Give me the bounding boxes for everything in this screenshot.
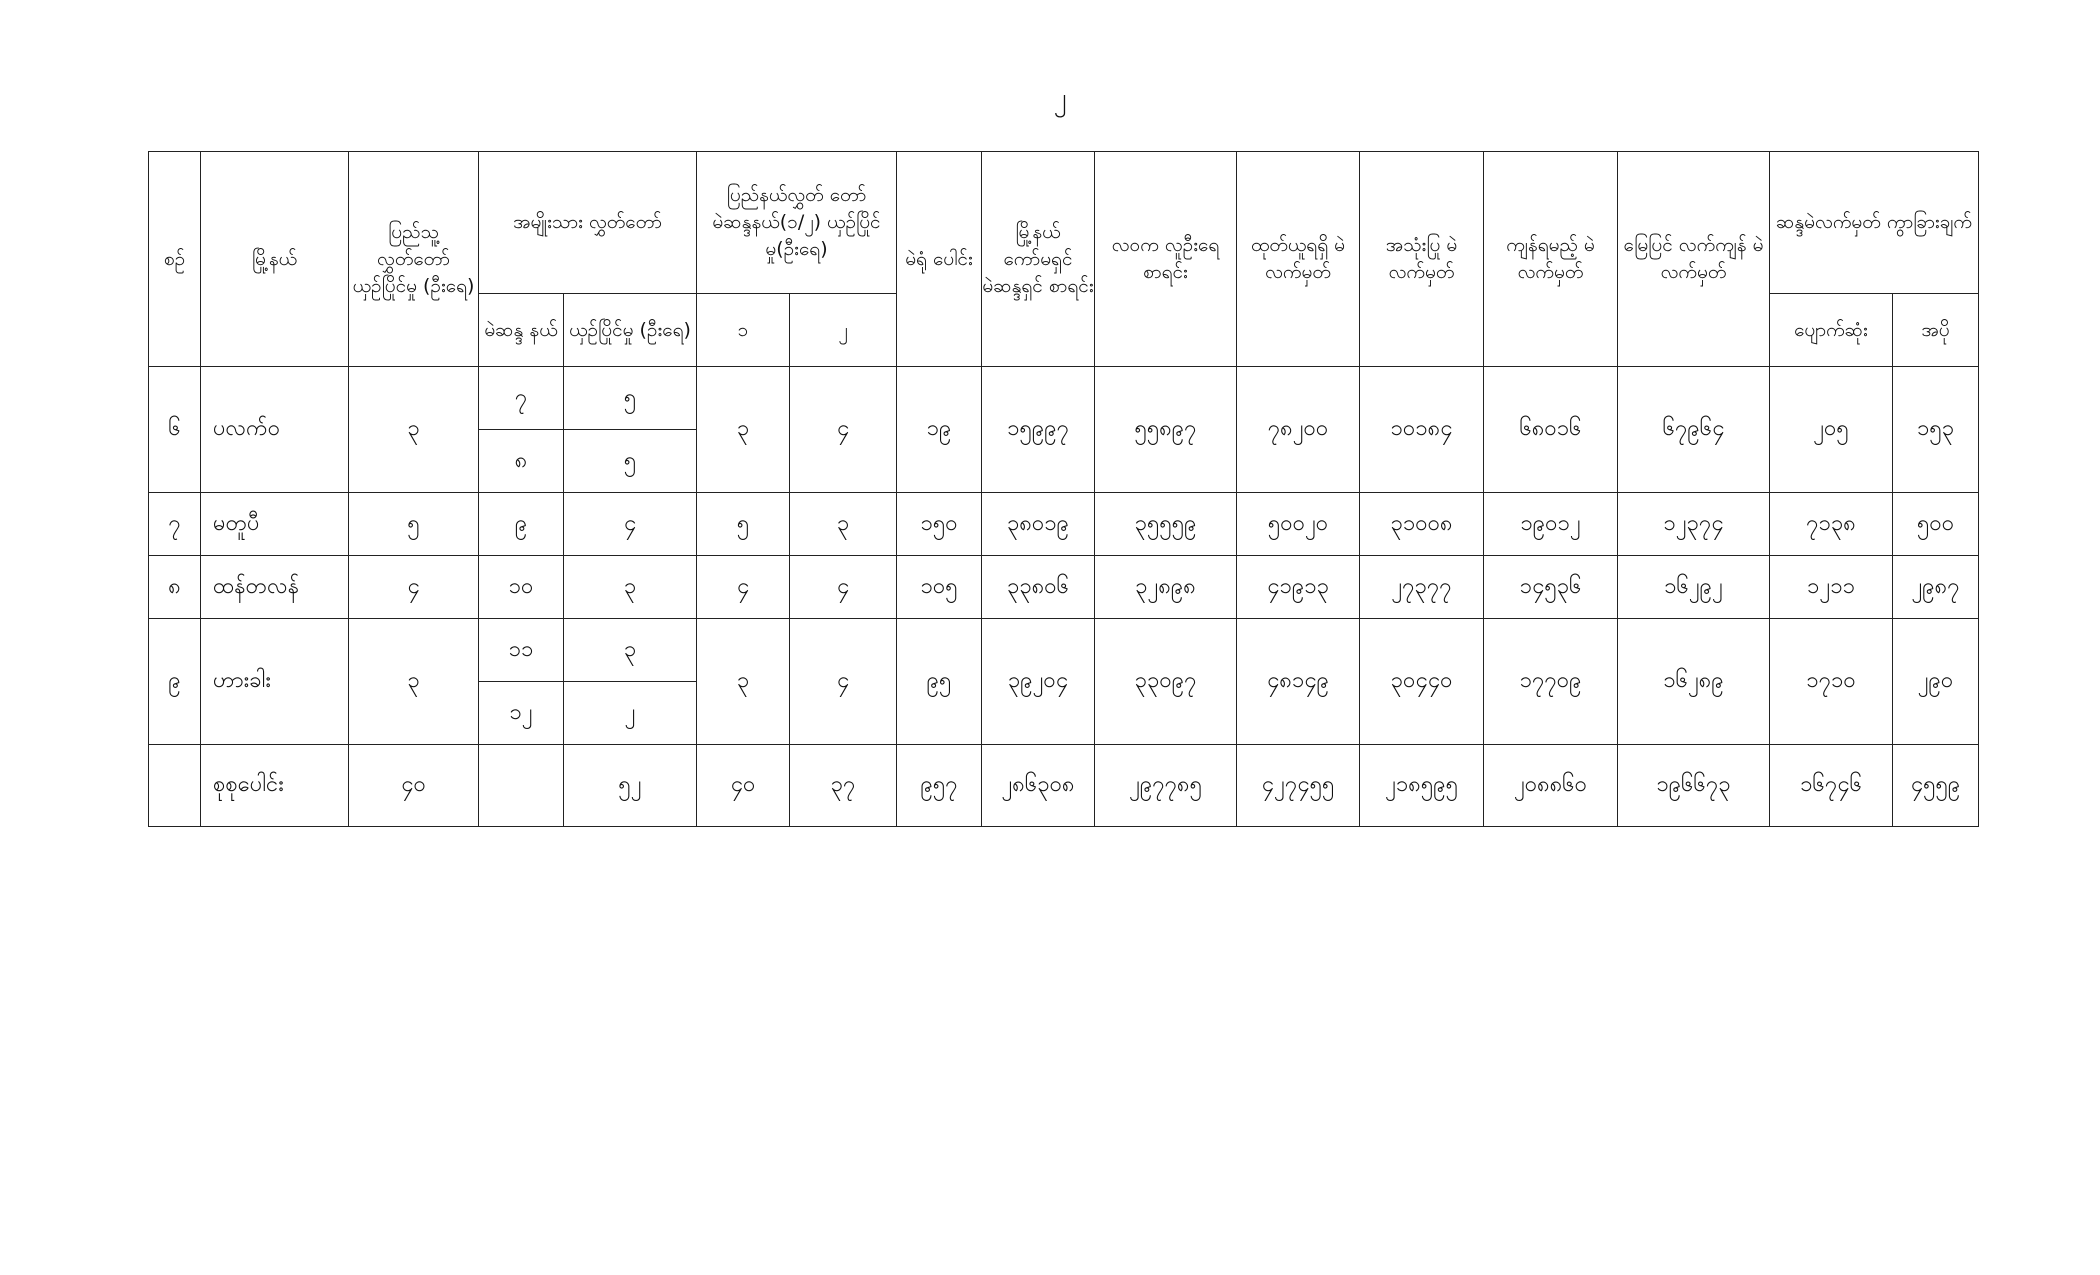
table-row <box>149 367 1979 430</box>
cell-voter-list: ၁၅၉၉၇ <box>982 367 1095 493</box>
cell-population-list: ၃၅၅၅၉ <box>1095 493 1237 556</box>
table-row <box>149 493 1979 556</box>
cell-region-1: ၃ <box>697 367 790 493</box>
cell-amyotha-candidates: ၅ <box>564 367 697 430</box>
cell-actual-remaining: ၁၆၂၉၂ <box>1618 556 1770 619</box>
header-amyotha-constituency: မဲဆန္ဒ နယ် <box>479 294 564 367</box>
cell-actual-remaining: ၁၆၂၈၉ <box>1618 619 1770 745</box>
header-used-ballots: အသုံးပြု မဲလက်မှတ် <box>1360 152 1484 367</box>
cell-diff-extra: ၂၉၈၇ <box>1893 556 1979 619</box>
cell-stations: ၁၉ <box>897 367 982 493</box>
cell-used-ballots: ၃၀၄၄၀ <box>1360 619 1484 745</box>
cell-amyotha-candidates: ၄ <box>564 493 697 556</box>
cell-remaining-ballots: ၆၈၀၁၆ <box>1484 367 1618 493</box>
cell-amyotha-constituency: ၇ <box>479 367 564 430</box>
cell-pyithu: ၃ <box>349 367 479 493</box>
cell-issued-ballots: ၄၈၁၄၉ <box>1237 619 1360 745</box>
cell-amyotha-candidates: ၅ <box>564 430 697 493</box>
total-issued-ballots: ၄၂၇၄၅၅ <box>1237 745 1360 827</box>
total-voter-list: ၂၈၆၃၀၈ <box>982 745 1095 827</box>
cell-no <box>149 745 201 827</box>
cell-region-1: ၄ <box>697 556 790 619</box>
cell-actual-remaining: ၆၇၉၆၄ <box>1618 367 1770 493</box>
header-commission-voter-list: မြို့နယ် ကော်မရှင် မဲဆန္ဒရှင် စာရင်း <box>982 152 1095 367</box>
cell-amyotha-constituency: ၁၀ <box>479 556 564 619</box>
cell-township: မတူပီ <box>201 493 349 556</box>
cell-diff-lost: ၁၇၁၀ <box>1770 619 1893 745</box>
header-ballot-difference: ဆန္ဒမဲလက်မှတ် ကွာခြားချက် <box>1770 152 1979 294</box>
cell-diff-extra: ၁၅၃ <box>1893 367 1979 493</box>
cell-used-ballots: ၂၇၃၇၇ <box>1360 556 1484 619</box>
cell-stations: ၁၀၅ <box>897 556 982 619</box>
cell-population-list: ၅၅၈၉၇ <box>1095 367 1237 493</box>
total-row <box>149 745 1979 827</box>
header-amyotha-candidates: ယှဉ်ပြိုင်မှု (ဦးရေ) <box>564 294 697 367</box>
cell-amyotha-candidates: ၂ <box>564 682 697 745</box>
cell-issued-ballots: ၄၁၉၁၃ <box>1237 556 1360 619</box>
cell-diff-lost: ၇၁၃၈ <box>1770 493 1893 556</box>
table-row <box>149 619 1979 682</box>
cell-voter-list: ၃၉၂၀၄ <box>982 619 1095 745</box>
cell-remaining-ballots: ၁၉၀၁၂ <box>1484 493 1618 556</box>
cell-diff-lost: ၂၀၅ <box>1770 367 1893 493</box>
total-amyotha-constituency <box>479 745 564 827</box>
cell-no: ၈ <box>149 556 201 619</box>
total-label: စုစုပေါင်း <box>201 745 349 827</box>
cell-voter-list: ၃၃၈၀၆ <box>982 556 1095 619</box>
total-diff-lost: ၁၆၇၄၆ <box>1770 745 1893 827</box>
cell-no: ၆ <box>149 367 201 493</box>
cell-stations: ၉၅ <box>897 619 982 745</box>
header-amyotha: အမျိုးသား လွှတ်တော် <box>479 152 697 294</box>
cell-voter-list: ၃၈၀၁၉ <box>982 493 1095 556</box>
total-region-2: ၃၇ <box>790 745 897 827</box>
table-row <box>149 556 1979 619</box>
cell-pyithu: ၃ <box>349 619 479 745</box>
cell-issued-ballots: ၇၈၂၀၀ <box>1237 367 1360 493</box>
header-township: မြို့နယ် <box>201 152 349 367</box>
cell-region-2: ၄ <box>790 619 897 745</box>
cell-amyotha-constituency: ၁၁ <box>479 619 564 682</box>
cell-diff-extra: ၂၉၀ <box>1893 619 1979 745</box>
total-used-ballots: ၂၁၈၅၉၅ <box>1360 745 1484 827</box>
cell-amyotha-candidates: ၃ <box>564 556 697 619</box>
cell-amyotha-constituency: ၉ <box>479 493 564 556</box>
header-pyithu-candidates: ပြည်သူ့ လွှတ်တော် ယှဉ်ပြိုင်မှု (ဦးရေ) <box>349 152 479 367</box>
total-population-list: ၂၉၇၇၈၅ <box>1095 745 1237 827</box>
header-issued-ballots: ထုတ်ယူရရှိ မဲလက်မှတ် <box>1237 152 1360 367</box>
cell-no: ၇ <box>149 493 201 556</box>
cell-population-list: ၃၃၀၉၇ <box>1095 619 1237 745</box>
cell-township: ထန်တလန် <box>201 556 349 619</box>
header-polling-stations: မဲရုံ ပေါင်း <box>897 152 982 367</box>
cell-remaining-ballots: ၁၄၅၃၆ <box>1484 556 1618 619</box>
page-number: ၂ <box>1053 83 1067 113</box>
header-remaining-ballots: ကျန်ရမည့် မဲလက်မှတ် <box>1484 152 1618 367</box>
cell-stations: ၁၅၀ <box>897 493 982 556</box>
cell-remaining-ballots: ၁၇၇၀၉ <box>1484 619 1618 745</box>
header-no: စဉ် <box>149 152 201 367</box>
election-results-table <box>148 151 1979 827</box>
header-population-list: လဝက လူဦးရေ စာရင်း <box>1095 152 1237 367</box>
cell-population-list: ၃၂၈၉၈ <box>1095 556 1237 619</box>
header-region-1: ၁ <box>697 294 790 367</box>
cell-region-2: ၃ <box>790 493 897 556</box>
cell-used-ballots: ၃၁၀၀၈ <box>1360 493 1484 556</box>
cell-no: ၉ <box>149 619 201 745</box>
cell-region-2: ၄ <box>790 367 897 493</box>
total-amyotha-candidates: ၅၂ <box>564 745 697 827</box>
header-region-2: ၂ <box>790 294 897 367</box>
cell-diff-extra: ၅၀၀ <box>1893 493 1979 556</box>
cell-actual-remaining: ၁၂၃၇၄ <box>1618 493 1770 556</box>
header-region-constituency: ပြည်နယ်လွှတ် တော် မဲဆန္ဒနယ်(၁/၂) ယှဉ်ပြိုင်မှု(ဦးရေ) <box>697 152 897 294</box>
cell-used-ballots: ၁၀၁၈၄ <box>1360 367 1484 493</box>
cell-township: ဟားခါး <box>201 619 349 745</box>
cell-issued-ballots: ၅၀၀၂၀ <box>1237 493 1360 556</box>
cell-township: ပလက်ဝ <box>201 367 349 493</box>
header-diff-extra: အပို <box>1893 294 1979 367</box>
total-actual-remaining: ၁၉၆၆၇၃ <box>1618 745 1770 827</box>
total-stations: ၉၅၇ <box>897 745 982 827</box>
cell-amyotha-candidates: ၃ <box>564 619 697 682</box>
total-pyithu: ၄၀ <box>349 745 479 827</box>
cell-region-1: ၅ <box>697 493 790 556</box>
cell-amyotha-constituency: ၁၂ <box>479 682 564 745</box>
cell-region-1: ၃ <box>697 619 790 745</box>
cell-amyotha-constituency: ၈ <box>479 430 564 493</box>
header-actual-remaining: မြေပြင် လက်ကျန် မဲလက်မှတ် <box>1618 152 1770 367</box>
cell-region-2: ၄ <box>790 556 897 619</box>
total-region-1: ၄၀ <box>697 745 790 827</box>
cell-pyithu: ၅ <box>349 493 479 556</box>
total-diff-extra: ၄၅၅၉ <box>1893 745 1979 827</box>
total-remaining-ballots: ၂၀၈၈၆၀ <box>1484 745 1618 827</box>
cell-pyithu: ၄ <box>349 556 479 619</box>
header-diff-lost: ပျောက်ဆုံး <box>1770 294 1893 367</box>
cell-diff-lost: ၁၂၁၁ <box>1770 556 1893 619</box>
